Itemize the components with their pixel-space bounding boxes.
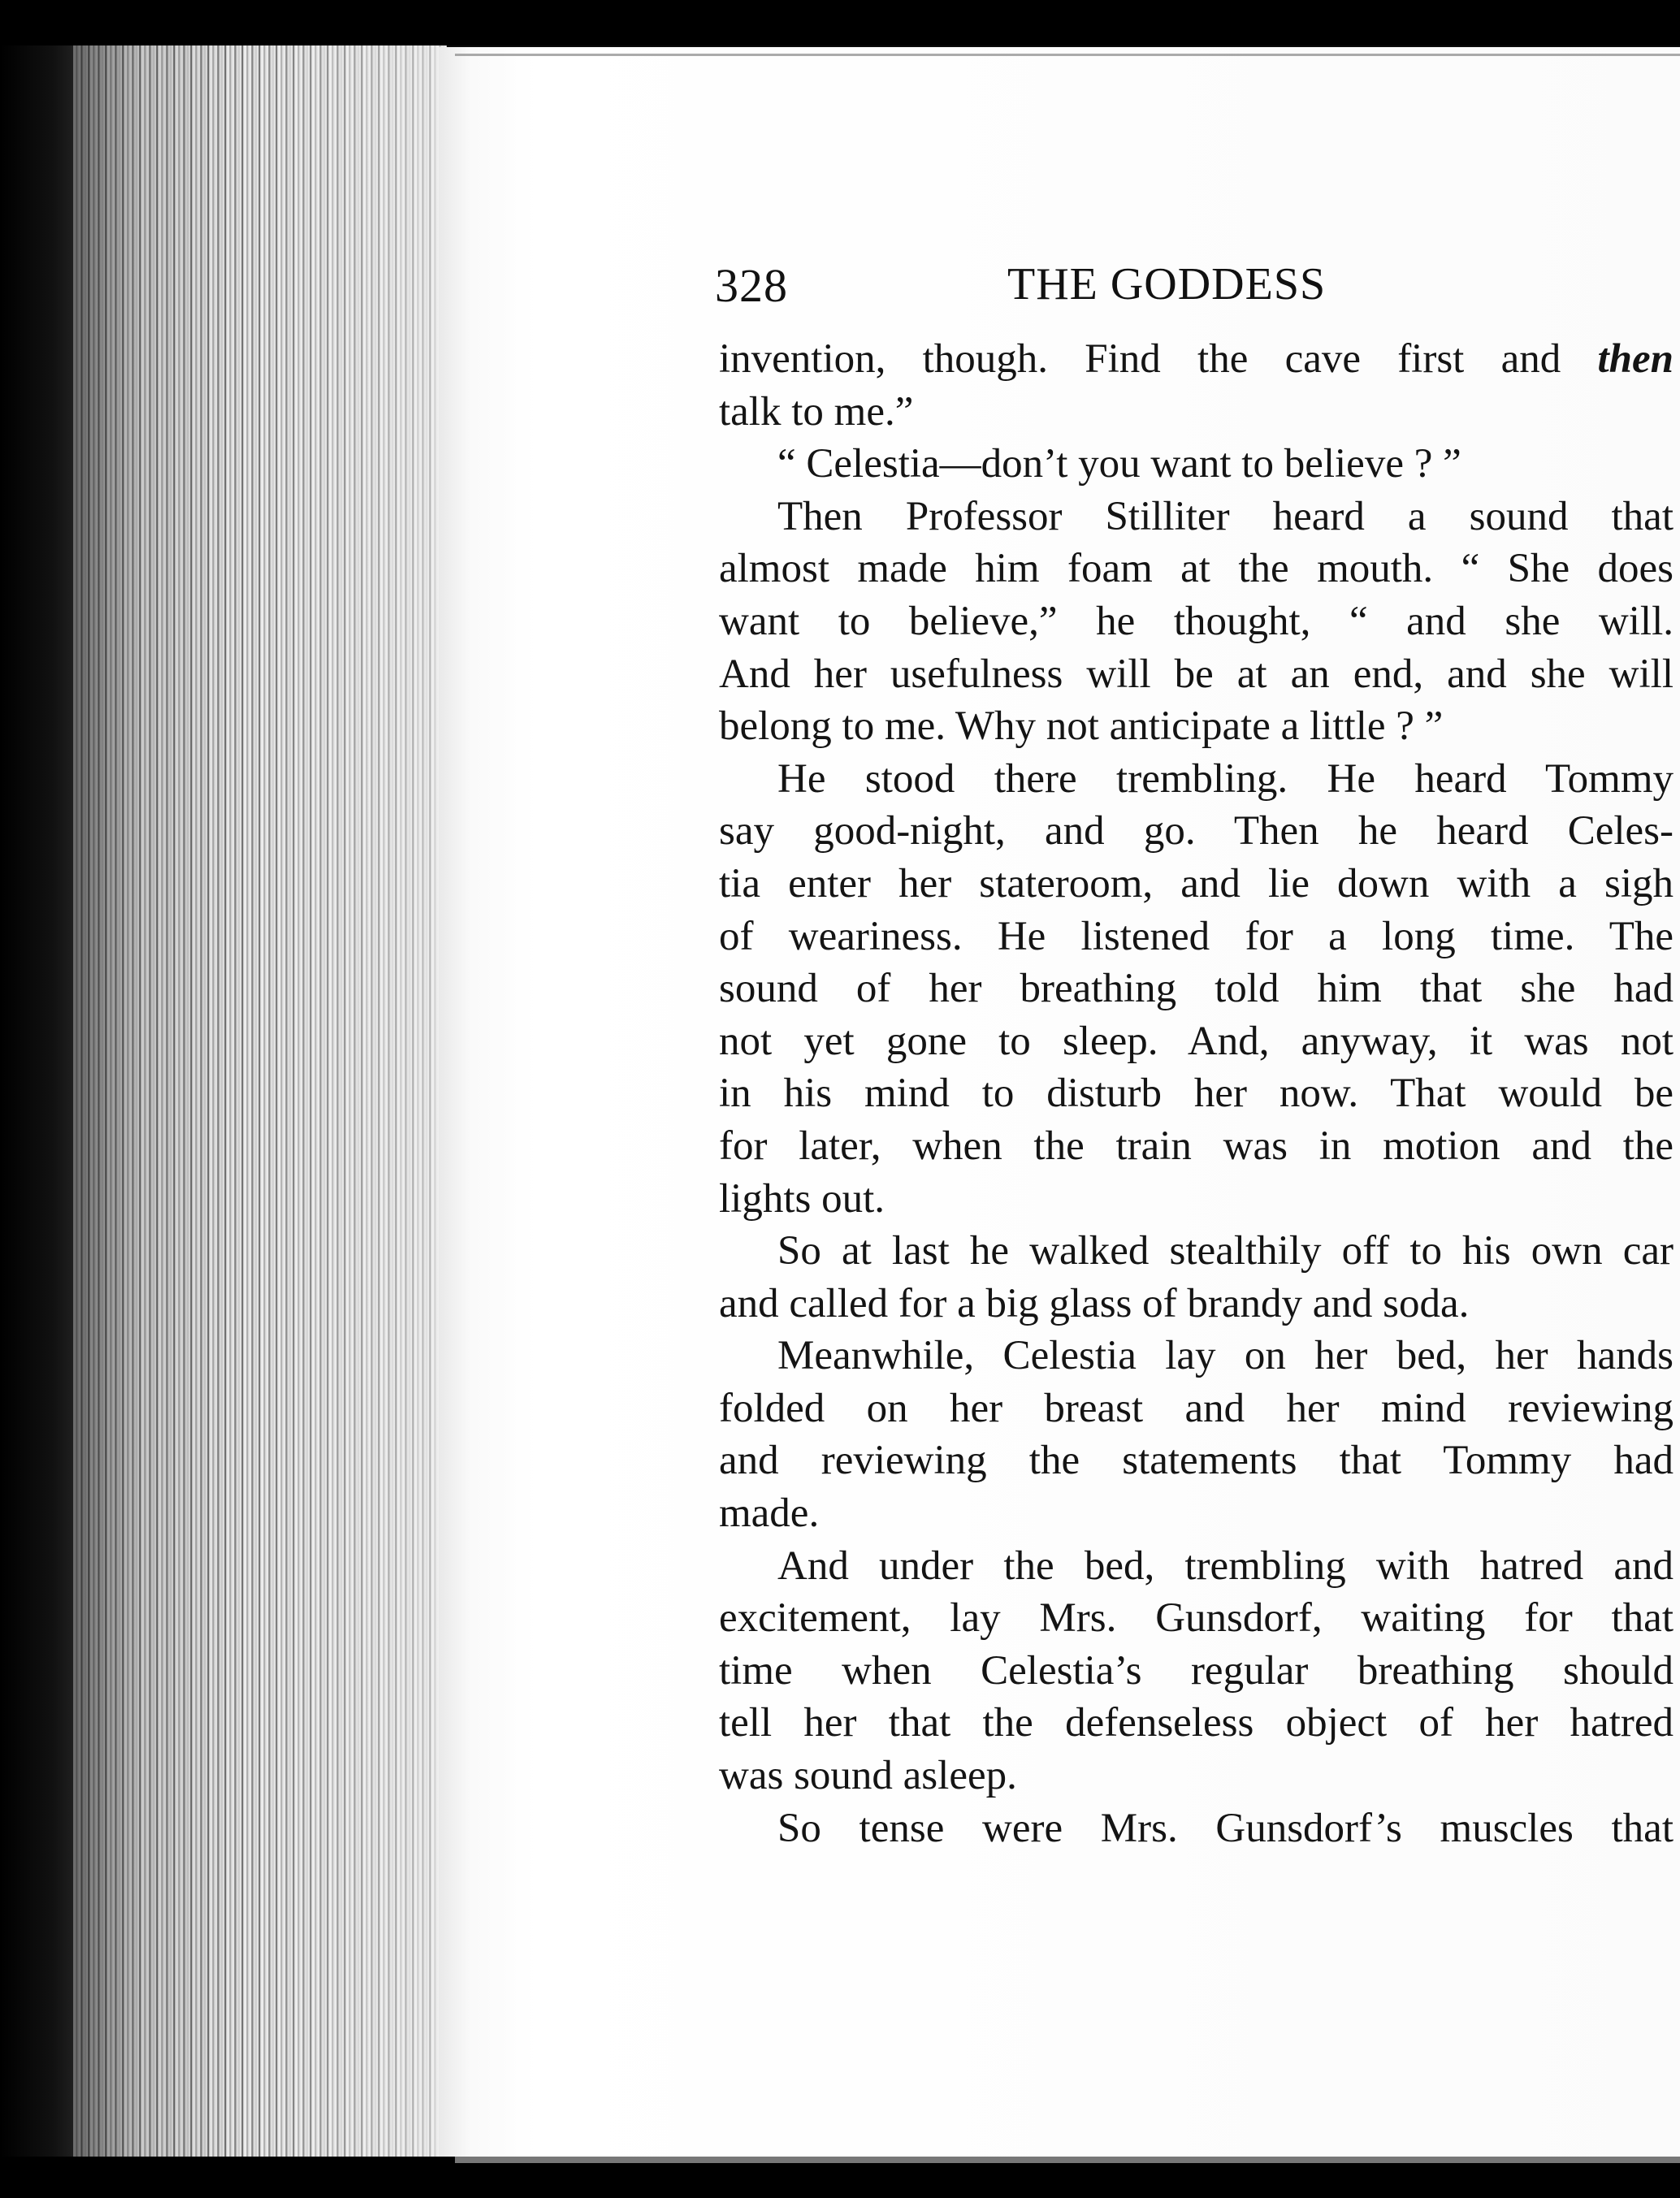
line-text: and called for a big glass of brandy and soda.	[719, 1280, 1470, 1326]
book-page-edges	[73, 32, 447, 2161]
text-line	[719, 1434, 1674, 1487]
text-line	[719, 1540, 1674, 1593]
paragraph	[719, 491, 1674, 753]
line-text: folded on her breast and her mind reviewing	[719, 1385, 1674, 1431]
text-line	[719, 1487, 1674, 1540]
line-text: and reviewing the statements that Tommy had	[719, 1438, 1674, 1484]
line-text: was sound asleep.	[719, 1753, 1017, 1799]
page-top-edge	[455, 54, 1680, 56]
line-text: belong to me. Why not anticipate a little ? ”	[719, 703, 1444, 750]
text-line	[719, 700, 1674, 753]
paragraph	[719, 753, 1674, 1225]
text-line	[719, 963, 1674, 1015]
text-line	[719, 1120, 1674, 1173]
text-line	[719, 333, 1674, 386]
line-text: And her usefulness will be at an end, and she will	[719, 651, 1674, 697]
text-line	[719, 1015, 1674, 1068]
text-line	[719, 438, 1674, 491]
text-line	[719, 386, 1674, 439]
line-text: “ Celestia—don’t you want to believe ? ”	[777, 441, 1461, 487]
scan-bottom-border	[0, 2157, 1680, 2198]
line-text: tell her that the defenseless object of her hatred	[719, 1700, 1674, 1746]
line-text: want to believe,” he thought, “ and she will.	[719, 598, 1674, 644]
line-text: He stood there trembling. He heard Tommy	[777, 755, 1674, 802]
text-line	[719, 1697, 1674, 1750]
page-number: 328	[715, 259, 788, 312]
line-text: excitement, lay Mrs. Gunsdorf, waiting for that	[719, 1595, 1674, 1642]
text-line	[719, 1067, 1674, 1120]
line-text: made.	[719, 1491, 820, 1537]
text-line	[719, 1225, 1674, 1278]
text-line	[719, 911, 1674, 963]
text-line	[719, 1382, 1674, 1435]
body-text	[719, 333, 1674, 1854]
paragraph	[719, 1540, 1674, 1802]
text-line	[719, 595, 1674, 648]
paragraph	[719, 1225, 1674, 1330]
line-text: lights out.	[719, 1175, 885, 1222]
line-text: talk to me.”	[719, 388, 914, 435]
line-text: So at last he walked stealthily off to his own car	[777, 1228, 1674, 1274]
line-text: tia enter her stateroom, and lie down with a sigh	[719, 860, 1674, 906]
text-line	[719, 491, 1674, 543]
paragraph	[719, 1802, 1674, 1855]
line-text: Then Professor Stilliter heard a sound that	[777, 493, 1674, 539]
text-line	[719, 858, 1674, 911]
line-text: time when Celestia’s regular breathing should	[719, 1647, 1674, 1694]
italic-word: then	[1597, 336, 1674, 382]
line-text: say good-night, and go. Then he heard Celes-	[719, 808, 1674, 855]
text-line	[719, 648, 1674, 701]
line-text: not yet gone to sleep. And, anyway, it was not	[719, 1018, 1674, 1064]
line-text: So tense were Mrs. Gunsdorf’s muscles that	[777, 1805, 1674, 1851]
text-line	[719, 805, 1674, 858]
text-line	[719, 543, 1674, 595]
text-line	[719, 1330, 1674, 1382]
paragraph	[719, 333, 1674, 438]
line-text: in his mind to disturb her now. That would be	[719, 1071, 1674, 1117]
text-line	[719, 1278, 1674, 1330]
text-line	[719, 753, 1674, 806]
text-line	[719, 1592, 1674, 1645]
line-text: And under the bed, trembling with hatred and	[777, 1542, 1674, 1589]
paragraph	[719, 1330, 1674, 1539]
line-text: sound of her breathing told him that she had	[719, 966, 1674, 1012]
line-text: almost made him foam at the mouth. “ She does	[719, 546, 1674, 592]
text-line	[719, 1173, 1674, 1226]
line-text: for later, when the train was in motion and the	[719, 1123, 1674, 1169]
text-line	[719, 1750, 1674, 1802]
paragraph	[719, 438, 1674, 491]
running-title: THE GODDESS	[1007, 259, 1327, 309]
line-text: Meanwhile, Celestia lay on her bed, her hands	[777, 1333, 1674, 1379]
text-line	[719, 1802, 1674, 1855]
line-text: of weariness. He listened for a long time. The	[719, 913, 1674, 959]
text-line	[719, 1645, 1674, 1698]
line-text: invention, though. Find the cave first and	[719, 336, 1598, 382]
scan-top-border	[0, 0, 1680, 45]
